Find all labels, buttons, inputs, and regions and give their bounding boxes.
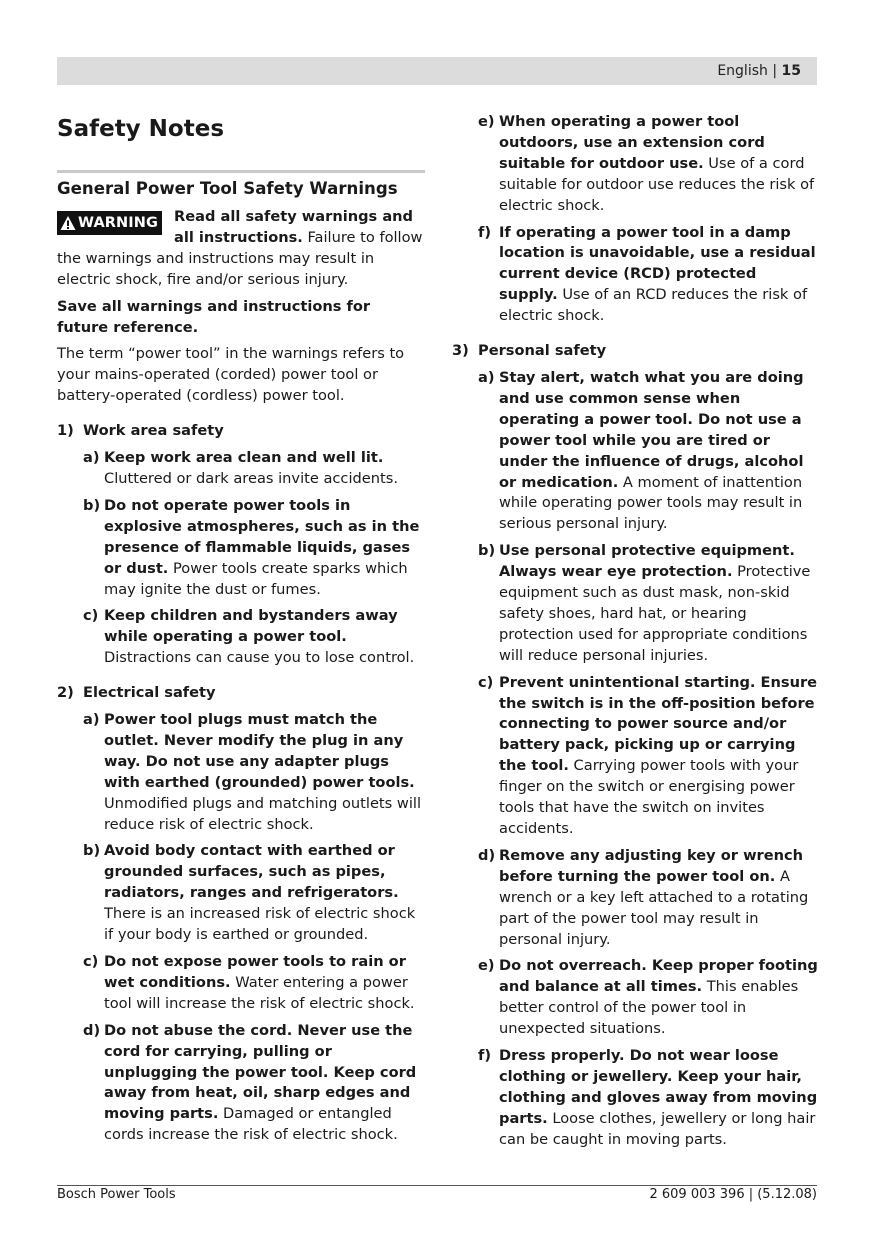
item-bold: If operating a power tool in a damp location is unavoidable, use a residual current device (RCD) protected supply. xyxy=(499,223,816,304)
save-instructions: Save all warnings and instructions for future reference. xyxy=(57,297,371,336)
item-body xyxy=(104,448,425,490)
warning-triangle-icon xyxy=(60,215,76,231)
item-letter: e) xyxy=(478,113,495,130)
item-letter: c) xyxy=(478,673,494,691)
item-text: Unmodified plugs and matching outlets will reduce risk of electric shock. xyxy=(104,794,421,833)
item-letter: b) xyxy=(478,542,496,560)
safety-item xyxy=(83,448,425,490)
footer-divider xyxy=(57,1185,817,1186)
item-letter: a) xyxy=(83,449,100,467)
section-subtitle: General Power Tool Safety Warnings xyxy=(57,179,398,198)
item-letter: a) xyxy=(478,368,495,386)
warning-badge-label: WARNING xyxy=(78,215,158,231)
item-body xyxy=(499,1046,818,1151)
item-text: Use of an RCD reduces the risk of electric shock. xyxy=(499,286,808,325)
term-definition: The term “power tool” in the warnings refers to your mains-operated (corded) power tool or battery-operated (cordless) power tool. xyxy=(57,345,405,405)
item-text: Water entering a power tool will increase the risk of electric shock. xyxy=(104,973,415,1012)
item-text: Power tools create sparks which may ignite the dust or fumes. xyxy=(104,559,408,598)
item-letter: c) xyxy=(83,607,99,625)
safety-item xyxy=(478,112,818,217)
warning-badge xyxy=(57,211,162,235)
item-letter: d) xyxy=(478,846,496,864)
right-column xyxy=(452,112,818,1157)
item-text: This enables better control of the power tool in unexpected situations. xyxy=(499,978,799,1038)
item-bold: Do not operate power tools in explosive atmospheres, such as in the presence of flammable liquids, gases or dust. xyxy=(104,496,420,577)
item-body xyxy=(499,541,818,666)
item-body xyxy=(499,368,818,535)
item-bold: Power tool plugs must match the outlet. Never modify the plug in any way. Do not use any adapter plugs with earthed (grounded) power tools. xyxy=(104,711,415,791)
item-bold: Use personal protective equipment. Always wear eye protection. xyxy=(499,542,795,581)
item-text: A wrench or a key left attached to a rotating part of the power tool may result in personal injury. xyxy=(499,867,809,948)
left-column xyxy=(57,112,425,1152)
item-bold: Prevent unintentional starting. Ensure the switch is in the off-position before connecting to power source and/or battery pack, picking up or carrying the tool. xyxy=(499,673,818,775)
item-bold: Keep children and bystanders away while operating a power tool. xyxy=(104,607,398,646)
item-letter: d) xyxy=(83,1021,101,1039)
continued-items xyxy=(452,112,818,327)
item-body xyxy=(104,1021,425,1146)
section-number: 2) xyxy=(57,684,74,702)
safety-item xyxy=(83,841,425,946)
item-letter: c) xyxy=(83,953,99,970)
item-letter: b) xyxy=(83,496,101,514)
header-text xyxy=(717,62,801,80)
item-bold: Do not abuse the cord. Never use the cord for carrying, pulling or unplugging the power tool. Keep cord away from heat, oil, sharp edges and moving parts. xyxy=(104,1021,417,1123)
item-text: Cluttered or dark areas invite accidents. xyxy=(104,469,398,487)
right-sections xyxy=(452,341,818,1151)
section-label: Work area safety xyxy=(83,422,224,440)
safety-item xyxy=(478,956,818,1040)
item-text: Carrying power tools with your finger on the switch or energising power tools that have the switch on invites accidents. xyxy=(499,757,799,837)
safety-item xyxy=(83,496,425,601)
title-divider xyxy=(57,170,425,173)
section-label: Electrical safety xyxy=(83,684,216,702)
item-body xyxy=(499,112,818,217)
item-body xyxy=(499,223,818,328)
item-text: There is an increased risk of electric shock if your body is earthed or grounded. xyxy=(104,905,416,944)
safety-item xyxy=(478,541,818,666)
footer-brand: Bosch Power Tools xyxy=(57,1187,176,1202)
item-text: Protective equipment such as dust mask, non-skid safety shoes, hard hat, or hearing protection used for appropriate conditions will reduce personal injuries. xyxy=(499,563,811,664)
item-body xyxy=(104,710,425,835)
item-text: Distractions can cause you to lose control. xyxy=(104,649,415,667)
item-letter: b) xyxy=(83,842,101,860)
item-text: Loose clothes, jewellery or long hair can be caught in moving parts. xyxy=(499,1109,816,1148)
item-body xyxy=(104,952,425,1015)
item-bold: Stay alert, watch what you are doing and use common sense when operating a power tool. Do not use a power tool while you are tired or under the influence of drugs, alcohol or medication. xyxy=(499,368,804,491)
page-title: Safety Notes xyxy=(57,116,225,142)
safety-item xyxy=(478,223,818,328)
item-bold: When operating a power tool outdoors, use an extension cord suitable for outdoor use. xyxy=(499,113,765,172)
footer-doc-number: 2 609 003 396 | (5.12.08) xyxy=(649,1187,817,1202)
item-letter: e) xyxy=(478,957,495,975)
item-letter: f) xyxy=(478,223,492,241)
warning-body: Failure to follow the warnings and instructions may result in electric shock, fire and/or serious injury. xyxy=(57,228,423,288)
section-label: Personal safety xyxy=(478,342,607,360)
item-body xyxy=(104,841,425,946)
section-heading xyxy=(57,421,425,442)
item-body xyxy=(104,496,425,601)
item-letter: a) xyxy=(83,711,100,729)
item-letter: f) xyxy=(478,1047,492,1065)
safety-item xyxy=(83,606,425,669)
item-text: A moment of inattention while operating power tools may result in serious personal injury. xyxy=(499,473,803,533)
section-number: 1) xyxy=(57,422,74,440)
safety-item xyxy=(83,952,425,1015)
page-header xyxy=(57,57,817,85)
section-heading xyxy=(452,341,818,362)
header-separator: | xyxy=(772,63,778,79)
safety-item xyxy=(478,673,818,840)
item-bold: Avoid body contact with earthed or grounded surfaces, such as pipes, radiators, ranges and refrigerators. xyxy=(104,842,399,902)
item-bold: Do not expose power tools to rain or wet conditions. xyxy=(104,953,406,991)
item-text: Damaged or entangled cords increase the risk of electric shock. xyxy=(104,1105,398,1144)
item-bold: Keep work area clean and well lit. xyxy=(104,449,384,467)
item-bold: Do not overreach. Keep proper footing and balance at all times. xyxy=(499,957,818,996)
item-body xyxy=(499,846,818,951)
header-language: English xyxy=(717,63,768,79)
safety-item xyxy=(478,368,818,535)
section-heading xyxy=(57,683,425,704)
safety-item xyxy=(83,710,425,835)
section-number: 3) xyxy=(452,342,469,360)
item-bold: Dress properly. Do not wear loose clothing or jewellery. Keep your hair, clothing and gloves away from moving parts. xyxy=(499,1047,818,1127)
safety-item xyxy=(478,1046,818,1151)
left-sections xyxy=(57,421,425,1146)
item-text: Use of a cord suitable for outdoor use reduces the risk of electric shock. xyxy=(499,154,815,214)
item-bold: Remove any adjusting key or wrench before turning the power tool on. xyxy=(499,846,804,885)
safety-item xyxy=(478,846,818,951)
page-number: 15 xyxy=(781,63,801,79)
warning-paragraph xyxy=(57,207,425,291)
item-body xyxy=(104,606,425,669)
safety-item xyxy=(83,1021,425,1146)
warning-bold: Read all safety warnings and all instructions. xyxy=(174,208,414,246)
item-body xyxy=(499,956,818,1040)
item-body xyxy=(499,673,818,840)
